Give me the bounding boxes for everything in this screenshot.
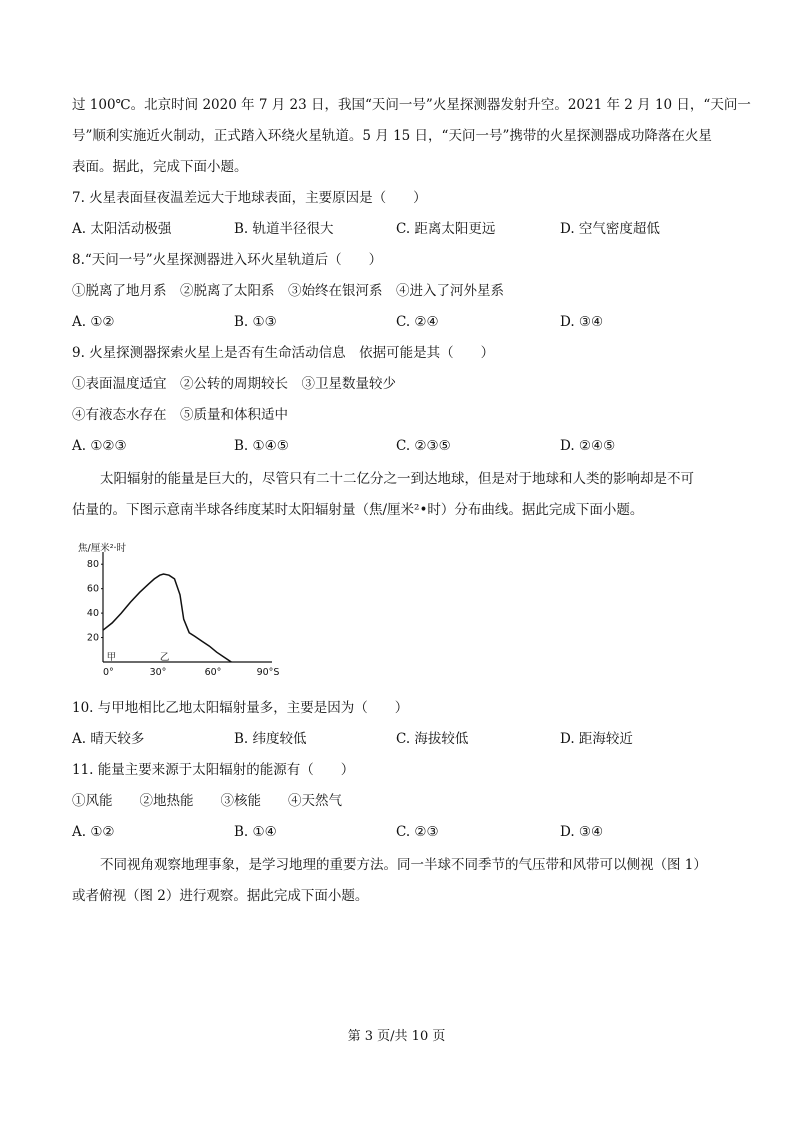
question-9-stem: 9. 火星探测器探索火星上是否有生命活动信息 依据可能是其（ ） [72,345,495,361]
question-8-stem: 8.“天问一号”火星探测器进入环火星轨道后（ ） [72,252,383,268]
chart-y-tick-label: 60 [86,583,99,595]
chart-y-tick-label: 80 [86,559,99,571]
intro-line-2: 号”顺利实施近火制动，正式踏入环绕火星轨道。5 月 15 日，“天问一号”携带的火星探测器成功降落在火星 [72,128,712,144]
question-9-items-2: ④有液态水存在 ⑤质量和体积适中 [72,407,288,423]
intro-line-3: 表面。据此，完成下面小题。 [72,159,248,175]
chart-x-tick-label: 90°S [256,667,280,678]
option-d: D. ②④⑤ [560,438,616,454]
question-10-options [72,730,672,748]
passage-3-line-2: 或者俯视（图 2）进行观察。据此完成下面小题。 [72,888,369,904]
passage-2-line-1: 太阳辐射的能量是巨大的，尽管只有二十二亿分之一到达地球，但是对于地球和人类的影响却是不可 [100,471,694,487]
option-a: A. ①② [72,824,115,840]
question-11-options [72,823,672,841]
question-7-stem: 7. 火星表面昼夜温差远大于地球表面，主要原因是（ ） [72,190,427,206]
option-d: D. 空气密度超低 [560,221,660,237]
option-b: B. 纬度较低 [234,731,307,747]
option-b: B. ①④⑤ [234,438,289,454]
option-c: C. 距离太阳更远 [396,221,496,237]
question-8-items: ①脱离了地月系 ②脱离了太阳系 ③始终在银河系 ④进入了河外星系 [72,283,504,299]
chart-canvas [70,538,310,678]
option-a: A. 太阳活动极强 [72,221,172,237]
option-b: B. 轨道半径很大 [234,221,334,237]
question-9-items-1: ①表面温度适宜 ②公转的周期较长 ③卫星数量较少 [72,376,396,392]
option-d: D. 距海较近 [560,731,633,747]
chart-x-tick-label: 60° [204,667,222,678]
page-footer: 第 3 页/共 10 页 [347,1029,446,1044]
chart-x-tick-label: 0° [103,667,114,678]
passage-2-line-2: 估量的。下图示意南半球各纬度某时太阳辐射量（焦/厘米²•时）分布曲线。据此完成下面小题。 [72,502,644,518]
option-d: D. ③④ [560,824,604,840]
option-c: C. ②④ [396,314,439,330]
solar-radiation-chart [70,538,310,678]
option-b: B. ①③ [234,314,277,330]
chart-y-axis-label: 焦/厘米²·时 [78,543,127,554]
option-c: C. ②③ [396,824,439,840]
chart-y-tick-label: 40 [86,608,99,620]
option-c: C. ②③⑤ [396,438,451,454]
question-10-stem: 10. 与甲地相比乙地太阳辐射量多，主要是因为（ ） [72,700,409,716]
option-b: B. ①④ [234,824,277,840]
chart-series-line [103,574,231,662]
chart-point-label: 乙 [159,652,170,663]
option-c: C. 海拔较低 [396,731,469,747]
option-a: A. 晴天较多 [72,731,145,747]
question-11-stem: 11. 能量主要来源于太阳辐射的能源有（ ） [72,762,355,778]
chart-point-label: 甲 [106,652,117,663]
chart-x-tick-label: 30° [149,667,167,678]
question-9-options [72,437,672,455]
question-8-options [72,313,672,331]
question-11-items: ①风能 ②地热能 ③核能 ④天然气 [72,793,342,809]
question-7-options [72,220,672,238]
intro-line-1: 过 100℃。北京时间 2020 年 7 月 23 日，我国“天问一号”火星探测器发射升空。2021 年 2 月 10 日，“天问一 [72,97,751,113]
option-a: A. ①② [72,314,115,330]
option-d: D. ③④ [560,314,604,330]
passage-3-line-1: 不同视角观察地理事象，是学习地理的重要方法。同一半球不同季节的气压带和风带可以侧视（图 1） [100,857,707,873]
chart-y-tick-label: 20 [86,632,99,644]
option-a: A. ①②③ [72,438,127,454]
